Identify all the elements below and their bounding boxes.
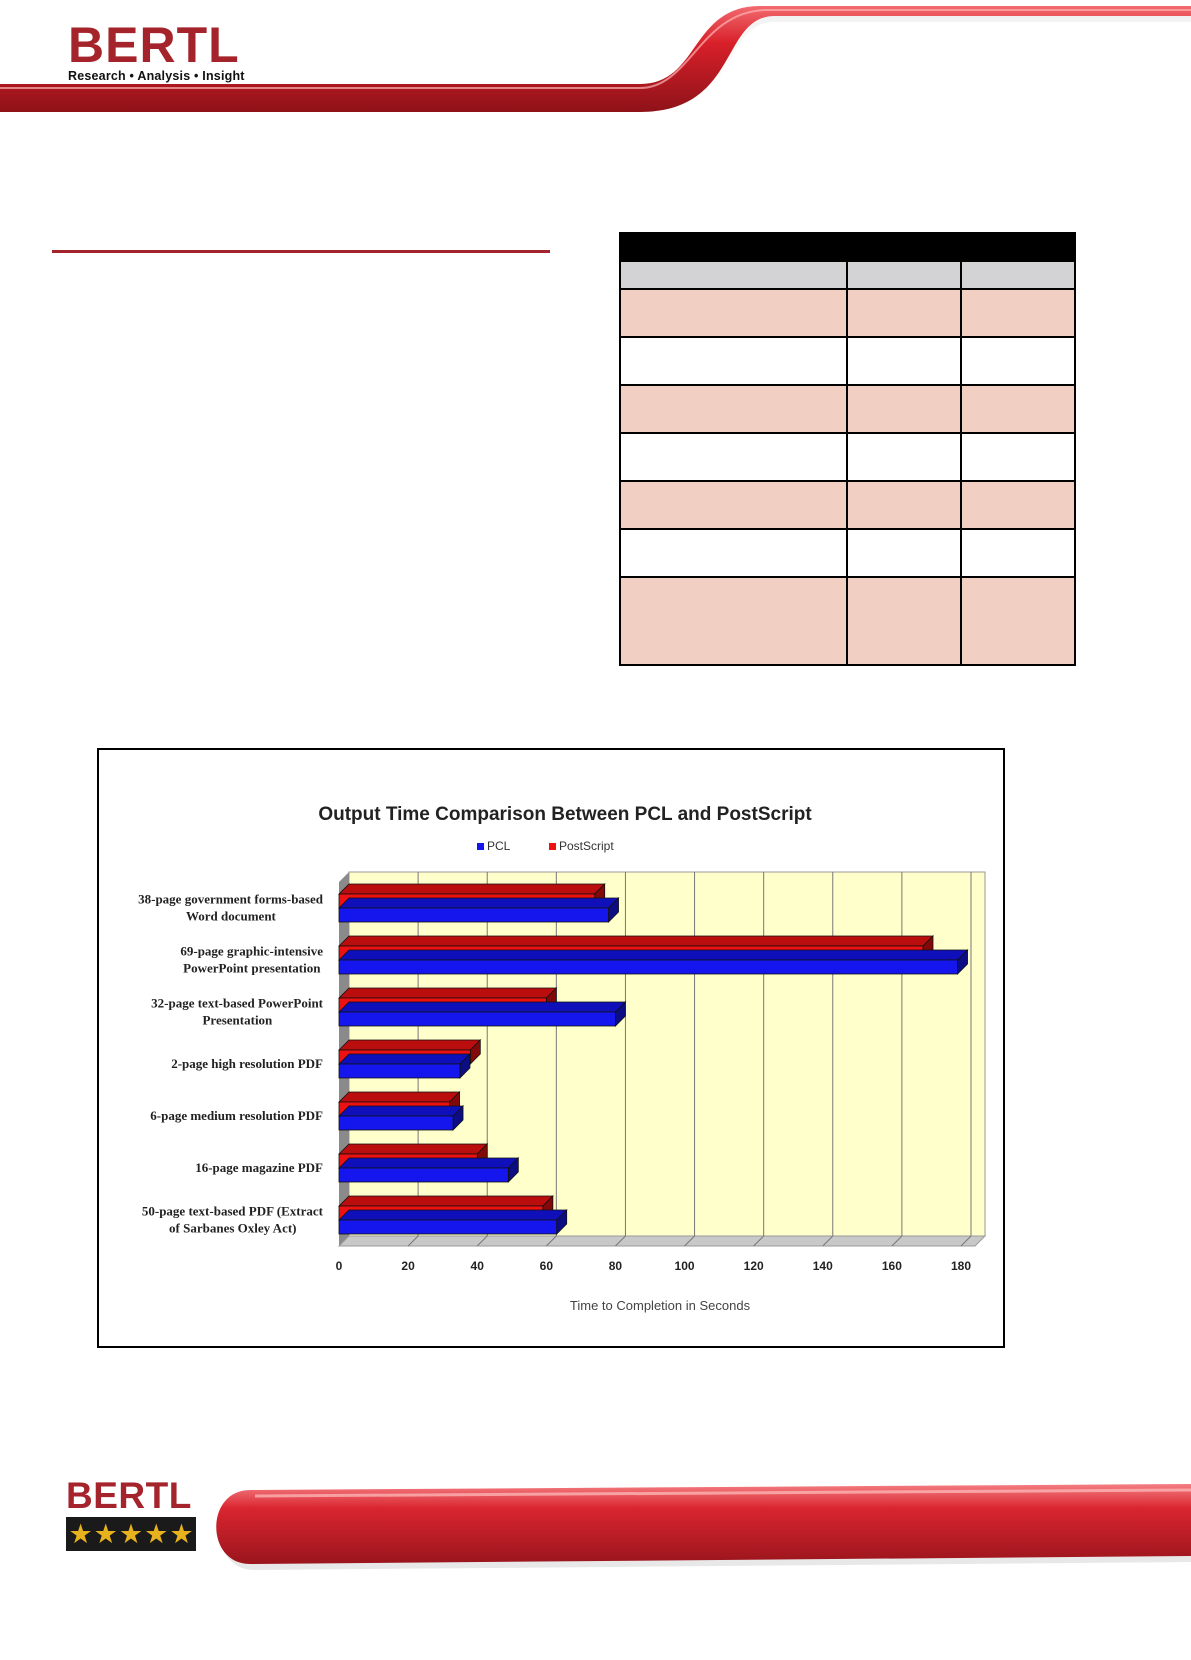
legend-label-postscript: PostScript: [559, 839, 614, 853]
table-row: [620, 577, 1075, 665]
category-label: 69-page graphic-intensive: [180, 943, 323, 959]
table-row: [620, 385, 1075, 433]
table-cell: [620, 481, 847, 529]
x-tick-label: 120: [743, 1259, 764, 1273]
bar-pcl: [339, 1012, 615, 1026]
brand-logo: [68, 17, 245, 83]
table-header-row: [620, 233, 1075, 261]
chart-title: Output Time Comparison Between PCL and PostScript: [318, 804, 812, 825]
star-icon: ★: [68, 1519, 93, 1549]
x-tick-label: 180: [950, 1259, 972, 1273]
brand-name: BERTL: [68, 17, 240, 73]
table-cell: [620, 337, 847, 385]
table-cell: [961, 481, 1075, 529]
bar-pcl: [339, 1168, 508, 1182]
table-cell: [961, 385, 1075, 433]
table-cell: [620, 577, 847, 665]
x-tick-label: 60: [539, 1259, 554, 1273]
bar-pcl: [339, 1116, 453, 1130]
category-label: of Sarbanes Oxley Act): [169, 1220, 297, 1236]
table-cell: [961, 577, 1075, 665]
bar-top-pcl: [339, 1002, 625, 1012]
x-tick-label: 140: [812, 1259, 833, 1273]
category-label: 32-page text-based PowerPoint: [151, 995, 323, 1011]
star-icon: ★: [169, 1519, 194, 1549]
star-icon: ★: [144, 1519, 169, 1549]
bar-top-pcl: [339, 1054, 470, 1064]
x-tick-label: 0: [335, 1259, 343, 1273]
x-tick-label: 20: [401, 1259, 415, 1273]
table-cell: [620, 289, 847, 337]
table-cell: [847, 529, 961, 577]
plot-floor: [339, 1236, 985, 1246]
footer-logo: [66, 1477, 196, 1551]
x-tick-label: 160: [881, 1259, 902, 1273]
bar-top-postscript: [339, 936, 933, 946]
legend-label-pcl: PCL: [487, 839, 511, 853]
table-row: [620, 481, 1075, 529]
table-cell: [847, 337, 961, 385]
table-subheader-row: [620, 261, 1075, 289]
bar-top-postscript: [339, 1092, 460, 1102]
category-label: 50-page text-based PDF (Extract: [141, 1203, 323, 1219]
bar-top-pcl: [339, 950, 968, 960]
bar-top-postscript: [339, 1196, 553, 1206]
table-header-cell: [620, 233, 1075, 261]
table-cell: [847, 385, 961, 433]
rating-stars: [66, 1517, 196, 1551]
table-cell: [620, 433, 847, 481]
output-time-chart: [99, 750, 1003, 1346]
table-cell: [961, 337, 1075, 385]
table-cell: [847, 481, 961, 529]
bar-top-postscript: [339, 1040, 480, 1050]
footer-brand-name: BERTL: [66, 1475, 192, 1516]
category-label: Presentation: [202, 1012, 273, 1028]
x-tick-label: 40: [470, 1259, 484, 1273]
table-row: [620, 433, 1075, 481]
category-label: PowerPoint presentation: [183, 960, 321, 976]
table-cell: [961, 289, 1075, 337]
table-cell: [961, 433, 1075, 481]
table-cell: [620, 385, 847, 433]
table-row: [620, 337, 1075, 385]
x-axis-label: Time to Completion in Seconds: [569, 1298, 751, 1313]
chart-frame: [97, 748, 1005, 1348]
section-title-rule: [52, 250, 550, 253]
legend-swatch-pcl: [477, 843, 484, 850]
table-cell: [620, 529, 847, 577]
table-cell: [961, 529, 1075, 577]
bar-top-pcl: [339, 1106, 463, 1116]
brand-tagline: Research • Analysis • Insight: [68, 69, 245, 83]
table-cell: [961, 261, 1075, 289]
bar-pcl: [339, 1064, 460, 1078]
table-cell: [620, 261, 847, 289]
bar-top-postscript: [339, 884, 605, 894]
category-label: 38-page government forms-based: [138, 891, 323, 907]
category-label: 16-page magazine PDF: [195, 1160, 323, 1175]
bar-pcl: [339, 960, 958, 974]
legend-swatch-postscript: [549, 843, 556, 850]
x-tick-label: 80: [608, 1259, 623, 1273]
category-label: 6-page medium resolution PDF: [150, 1108, 323, 1123]
bar-top-postscript: [339, 988, 556, 998]
star-icon: ★: [118, 1519, 144, 1549]
table-cell: [847, 261, 961, 289]
x-tick-label: 100: [674, 1259, 695, 1273]
table-row: [620, 529, 1075, 577]
spec-table: [619, 232, 1076, 666]
bar-pcl: [339, 908, 609, 922]
category-label: 2-page high resolution PDF: [171, 1056, 323, 1071]
bar-top-postscript: [339, 1144, 487, 1154]
bar-pcl: [339, 1220, 557, 1234]
table-cell: [847, 577, 961, 665]
table-cell: [847, 289, 961, 337]
category-label: Word document: [185, 908, 276, 924]
table-row: [620, 289, 1075, 337]
star-icon: ★: [93, 1519, 118, 1549]
bar-top-pcl: [339, 898, 619, 908]
table-cell: [847, 433, 961, 481]
bar-top-pcl: [339, 1158, 518, 1168]
bar-top-pcl: [339, 1210, 567, 1220]
